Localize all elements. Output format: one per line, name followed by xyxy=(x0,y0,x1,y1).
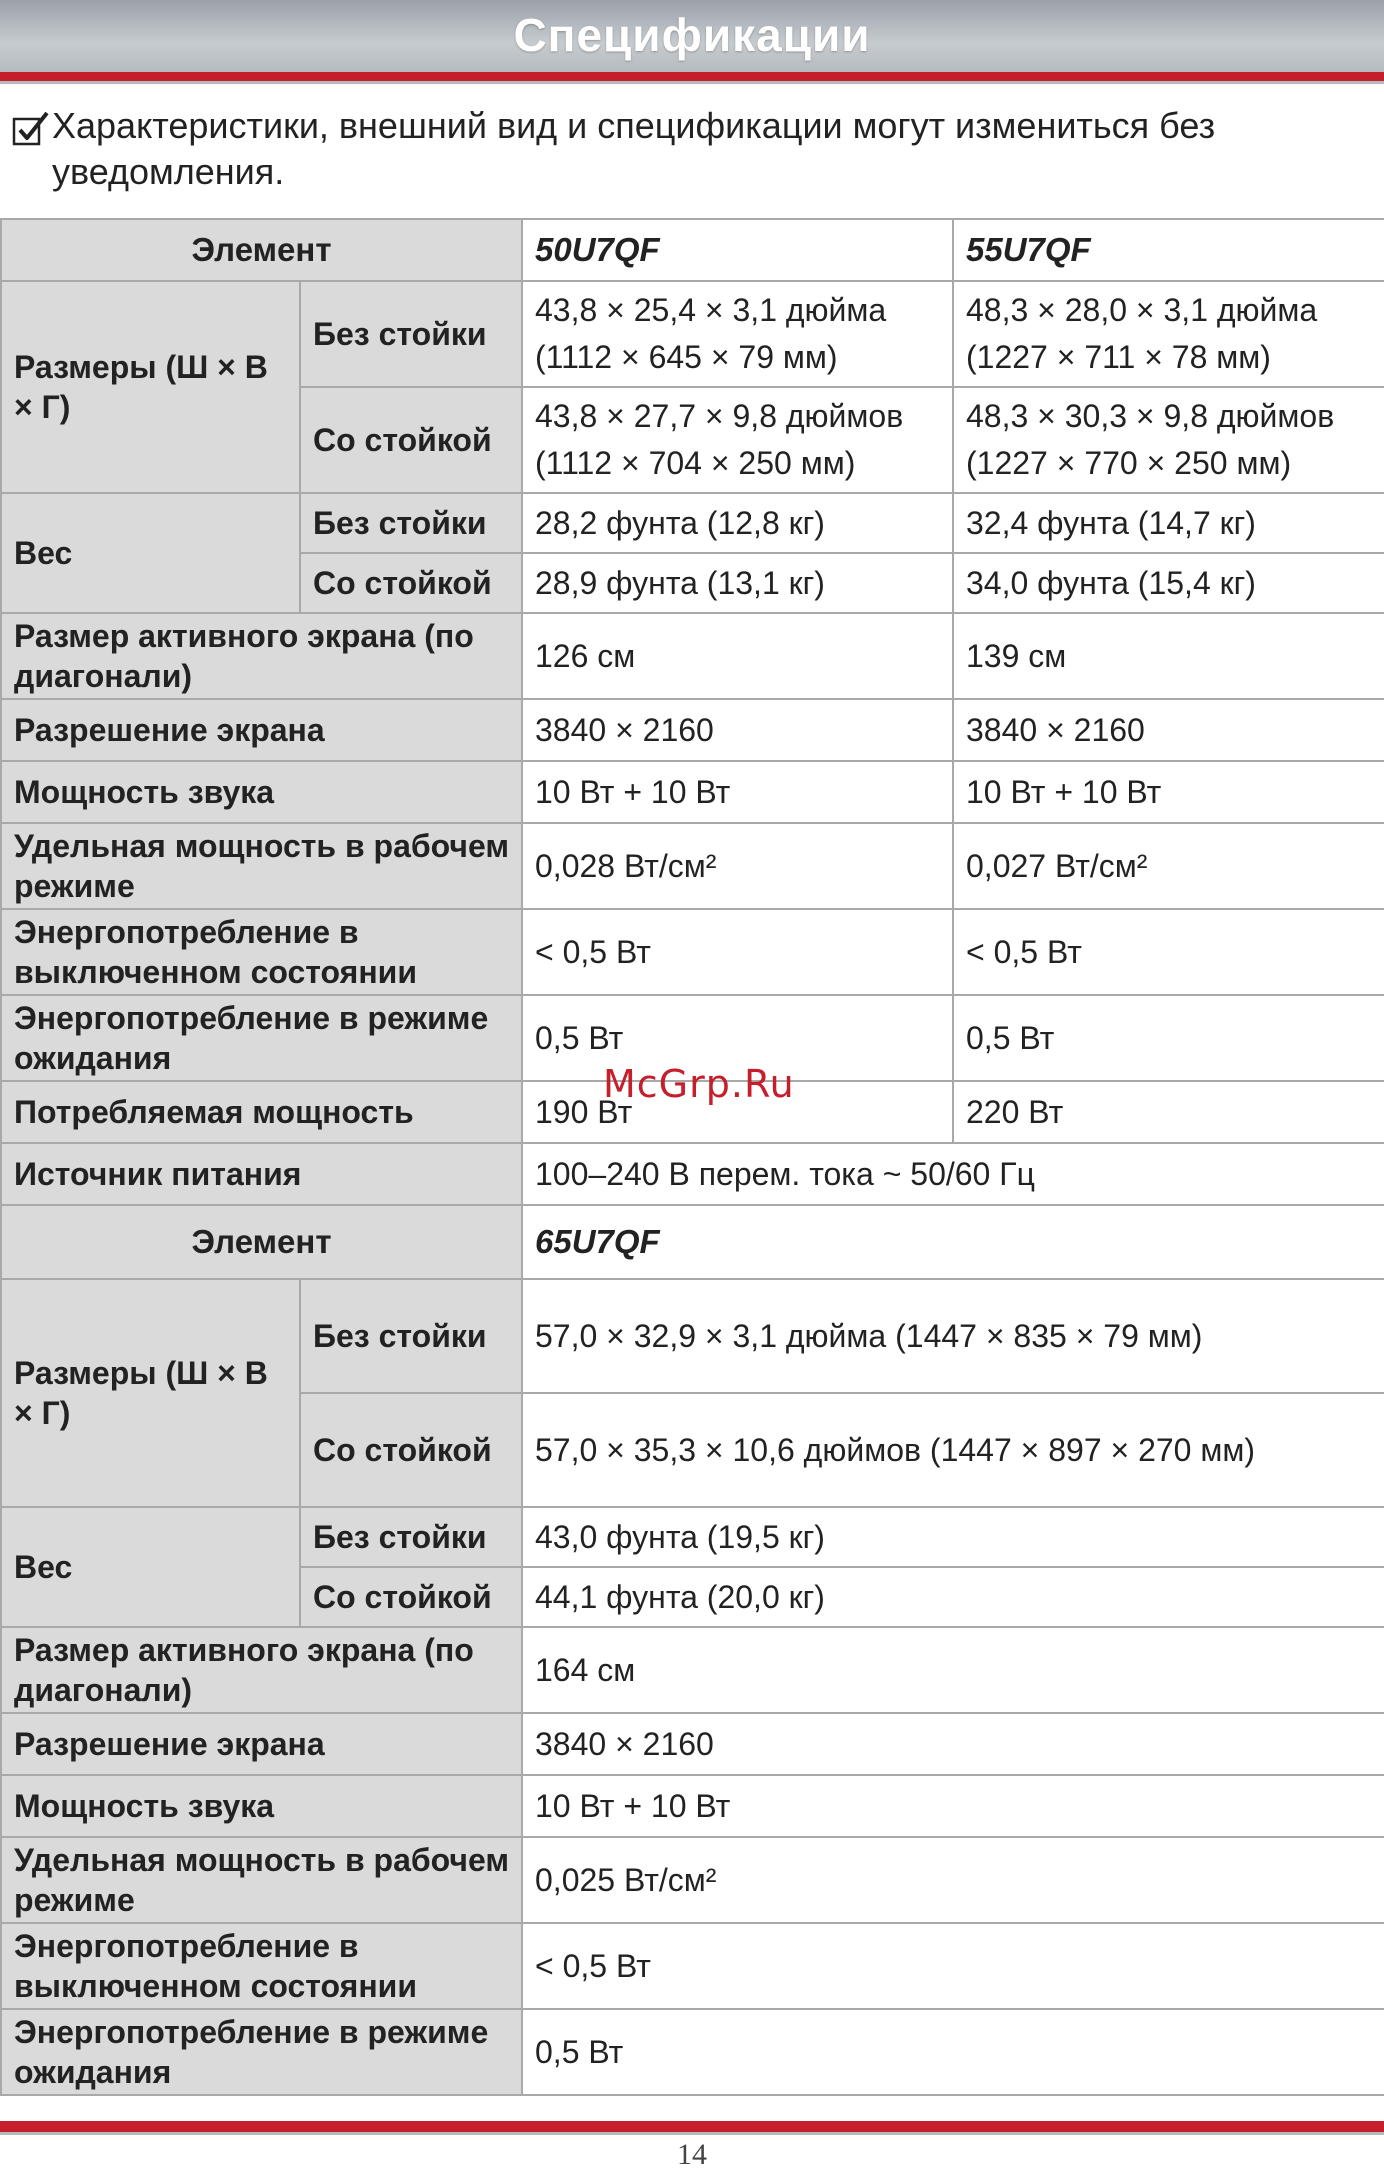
row-label: Энергопотребление в режиме ожидания xyxy=(1,2009,522,2095)
table-row xyxy=(1,1713,1384,1775)
dimensions-with-stand-65: 57,0 × 35,3 × 10,6 дюймов (1447 × 897 × 270 мм) xyxy=(522,1393,1384,1507)
checkbox-icon xyxy=(12,109,52,149)
no-stand-label: Без стойки xyxy=(300,1507,522,1567)
table-row xyxy=(1,281,1384,387)
power-source-label: Источник питания xyxy=(1,1143,522,1205)
table-row xyxy=(1,613,1384,699)
row-value-55: 220 Вт xyxy=(953,1081,1384,1143)
with-stand-label: Со стойкой xyxy=(300,1393,522,1507)
row-label: Энергопотребление в режиме ожидания xyxy=(1,995,522,1081)
row-label: Удельная мощность в рабочем режиме xyxy=(1,823,522,909)
weight-with-stand-50: 28,9 фунта (13,1 кг) xyxy=(522,553,953,613)
table-row xyxy=(1,1627,1384,1713)
row-value-55: 3840 × 2160 xyxy=(953,699,1384,761)
table-row xyxy=(1,1143,1384,1205)
row-value-65: 10 Вт + 10 Вт xyxy=(522,1775,1384,1837)
row-value-50: 0,028 Вт/см² xyxy=(522,823,953,909)
table-row xyxy=(1,823,1384,909)
table-row xyxy=(1,1923,1384,2009)
table-row xyxy=(1,493,1384,553)
weight-no-stand-50: 28,2 фунта (12,8 кг) xyxy=(522,493,953,553)
dimensions-label: Размеры (Ш × В × Г) xyxy=(1,281,300,493)
row-label: Мощность звука xyxy=(1,761,522,823)
row-value-50: 10 Вт + 10 Вт xyxy=(522,761,953,823)
page-title: Спецификации xyxy=(513,9,871,61)
dimensions-no-stand-65: 57,0 × 32,9 × 3,1 дюйма (1447 × 835 × 79 мм) xyxy=(522,1279,1384,1393)
page-number: 14 xyxy=(677,2138,707,2171)
row-label: Размер активного экрана (по диагонали) xyxy=(1,613,522,699)
footer-gray-line xyxy=(0,2132,1384,2135)
no-stand-label: Без стойки xyxy=(300,493,522,553)
footer-accent-bar xyxy=(0,2121,1384,2132)
row-value-55: 0,5 Вт xyxy=(953,995,1384,1081)
weight-no-stand-55: 32,4 фунта (14,7 кг) xyxy=(953,493,1384,553)
row-value-50: 126 см xyxy=(522,613,953,699)
table-header-row xyxy=(1,1205,1384,1279)
weight-no-stand-65: 43,0 фунта (19,5 кг) xyxy=(522,1507,1384,1567)
no-stand-label: Без стойки xyxy=(300,281,522,387)
weight-with-stand-55: 34,0 фунта (15,4 кг) xyxy=(953,553,1384,613)
row-value-55: < 0,5 Вт xyxy=(953,909,1384,995)
table-row xyxy=(1,1837,1384,1923)
watermark: McGrp.Ru xyxy=(603,1062,795,1106)
row-label: Удельная мощность в рабочем режиме xyxy=(1,1837,522,1923)
header-item-cell: Элемент xyxy=(1,1205,522,1279)
row-value-50: 190 Вт xyxy=(522,1081,953,1143)
table-row xyxy=(1,699,1384,761)
no-stand-label: Без стойки xyxy=(300,1279,522,1393)
dimensions-with-stand-50: 43,8 × 27,7 × 9,8 дюймов (1112 × 704 × 250 мм) xyxy=(522,387,953,493)
dimensions-with-stand-55: 48,3 × 30,3 × 9,8 дюймов (1227 × 770 × 250 мм) xyxy=(953,387,1384,493)
row-value-65: 164 см xyxy=(522,1627,1384,1713)
weight-with-stand-65: 44,1 фунта (20,0 кг) xyxy=(522,1567,1384,1627)
model-65u7qf: 65U7QF xyxy=(522,1205,1384,1279)
row-label: Потребляемая мощность xyxy=(1,1081,522,1143)
with-stand-label: Со стойкой xyxy=(300,387,522,493)
with-stand-label: Со стойкой xyxy=(300,1567,522,1627)
row-label: Энергопотребление в выключенном состоянии xyxy=(1,1923,522,2009)
table-row xyxy=(1,761,1384,823)
table-header-row xyxy=(1,219,1384,281)
page-header xyxy=(0,0,1384,72)
row-value-55: 10 Вт + 10 Вт xyxy=(953,761,1384,823)
row-value-65: < 0,5 Вт xyxy=(522,1923,1384,2009)
weight-label: Вес xyxy=(1,493,300,613)
model-50u7qf: 50U7QF xyxy=(522,219,953,281)
dimensions-label: Размеры (Ш × В × Г) xyxy=(1,1279,300,1507)
row-value-50: 0,5 Вт xyxy=(522,995,953,1081)
power-source-value: 100–240 В перем. тока ~ 50/60 Гц xyxy=(522,1143,1384,1205)
row-label: Мощность звука xyxy=(1,1775,522,1837)
table-row xyxy=(1,1507,1384,1567)
row-value-55: 0,027 Вт/см² xyxy=(953,823,1384,909)
row-label: Энергопотребление в выключенном состоянии xyxy=(1,909,522,995)
row-value-50: 3840 × 2160 xyxy=(522,699,953,761)
row-label: Разрешение экрана xyxy=(1,699,522,761)
table-row xyxy=(1,1775,1384,1837)
dimensions-no-stand-50: 43,8 × 25,4 × 3,1 дюйма (1112 × 645 × 79 мм) xyxy=(522,281,953,387)
row-label: Разрешение экрана xyxy=(1,1713,522,1775)
row-value-65: 0,5 Вт xyxy=(522,2009,1384,2095)
row-value-55: 139 см xyxy=(953,613,1384,699)
table-row xyxy=(1,1279,1384,1393)
header-gray-line xyxy=(0,81,1384,84)
header-item-cell: Элемент xyxy=(1,219,522,281)
weight-label: Вес xyxy=(1,1507,300,1627)
notice-text: Характеристики, внешний вид и спецификации могут измениться без уведомления. xyxy=(52,105,1216,192)
dimensions-no-stand-55: 48,3 × 28,0 × 3,1 дюйма (1227 × 711 × 78 мм) xyxy=(953,281,1384,387)
row-value-50: < 0,5 Вт xyxy=(522,909,953,995)
table-row xyxy=(1,909,1384,995)
row-value-65: 0,025 Вт/см² xyxy=(522,1837,1384,1923)
model-55u7qf: 55U7QF xyxy=(953,219,1384,281)
table-row xyxy=(1,2009,1384,2095)
spec-table xyxy=(0,218,1384,2096)
header-accent-bar xyxy=(0,72,1384,81)
row-label: Размер активного экрана (по диагонали) xyxy=(1,1627,522,1713)
with-stand-label: Со стойкой xyxy=(300,553,522,613)
row-value-65: 3840 × 2160 xyxy=(522,1713,1384,1775)
